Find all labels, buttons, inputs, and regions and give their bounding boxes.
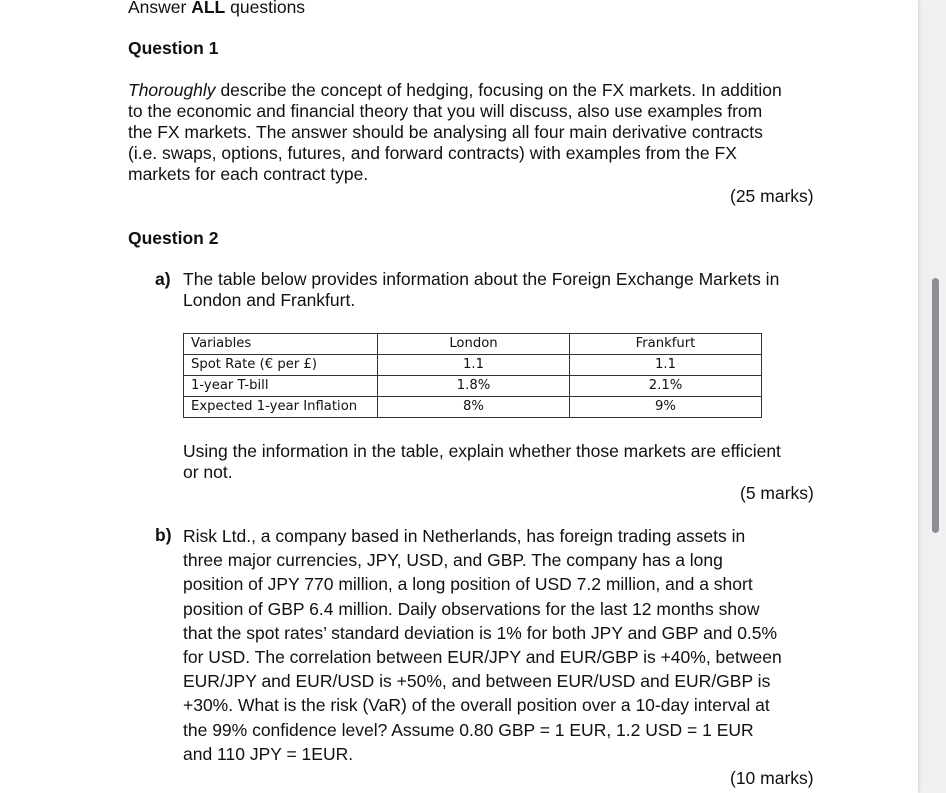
table-cell: 1-year T-bill: [184, 376, 378, 397]
part-b-line: that the spot rates’ standard deviation is 1% for both JPY and GBP and 0.5%: [183, 622, 778, 643]
scrollbar-thumb[interactable]: [932, 278, 939, 533]
table-header-row: [184, 334, 762, 355]
table-header-cell: Variables: [184, 334, 378, 355]
table-header-cell: Frankfurt: [569, 334, 761, 355]
question-1-line: the FX markets. The answer should be analysing all four main derivative contracts: [128, 122, 763, 142]
question-1-marks: (25 marks): [730, 186, 814, 206]
instructions: [128, 0, 305, 18]
question-1-text: [128, 80, 782, 185]
part-a-intro-line: London and Frankfurt.: [183, 290, 356, 310]
part-b-label: b): [155, 525, 172, 545]
table-cell: 8%: [378, 397, 570, 418]
instruction-suffix: questions: [230, 0, 306, 17]
fx-markets-table: [183, 333, 762, 418]
table-cell: 1.8%: [378, 376, 570, 397]
part-b-line: EUR/JPY and EUR/USD is +50%, and between EUR/USD and EUR/GBP is: [183, 671, 771, 692]
part-a-intro-line: The table below provides information about the Foreign Exchange Markets in: [183, 269, 780, 289]
part-b-line: the 99% confidence level? Assume 0.80 GBP = 1 EUR, 1.2 USD = 1 EUR: [183, 719, 754, 740]
table-cell: 1.1: [378, 355, 570, 376]
part-b-line: three major currencies, JPY, USD, and GBP. The company has a long: [183, 550, 723, 571]
part-a-question-line: or not.: [183, 462, 233, 482]
part-a-question-line: Using the information in the table, explain whether those markets are efficient: [183, 441, 781, 461]
part-b-marks: (10 marks): [730, 768, 814, 788]
part-a-label: a): [155, 269, 171, 289]
question-1-title: Question 1: [128, 38, 219, 58]
question-1-line: to the economic and financial theory that you will discuss, also use examples from: [128, 101, 763, 121]
instruction-emphasis: ALL: [191, 0, 226, 17]
table-header-cell: London: [378, 334, 570, 355]
question-1-italic-word: Thoroughly: [128, 80, 216, 100]
table-cell: 9%: [569, 397, 761, 418]
question-2-title: Question 2: [128, 228, 219, 248]
part-b-text: [183, 524, 782, 766]
table-cell: Spot Rate (€ per £): [184, 355, 378, 376]
table-cell: 1.1: [569, 355, 761, 376]
part-b-line: and 110 JPY = 1EUR.: [183, 743, 354, 764]
question-1-line: markets for each contract type.: [128, 164, 369, 184]
question-1-line-rest: describe the concept of hedging, focusing on the FX markets. In addition: [220, 80, 782, 100]
question-1-line: (i.e. swaps, options, futures, and forward contracts) with examples from the FX: [128, 143, 737, 163]
table-row: [184, 355, 762, 376]
part-a-intro: [183, 269, 779, 311]
table-cell: Expected 1-year Inflation: [184, 397, 378, 418]
instruction-prefix: Answer: [128, 0, 187, 17]
part-b-line: position of JPY 770 million, a long position of USD 7.2 million, and a short: [183, 574, 753, 595]
question-1-line: [128, 80, 782, 101]
table-cell: 2.1%: [569, 376, 761, 397]
table-row: [184, 397, 762, 418]
part-a-question: [183, 441, 781, 483]
part-a-marks: (5 marks): [740, 483, 814, 503]
part-b-line: for USD. The correlation between EUR/JPY and EUR/GBP is +40%, between: [183, 647, 782, 668]
part-b-line: +30%. What is the risk (VaR) of the overall position over a 10-day interval at: [183, 695, 770, 716]
table-row: [184, 376, 762, 397]
part-b-line: Risk Ltd., a company based in Netherlands, has foreign trading assets in: [183, 526, 746, 546]
part-b-line: position of GBP 6.4 million. Daily observations for the last 12 months show: [183, 598, 760, 619]
